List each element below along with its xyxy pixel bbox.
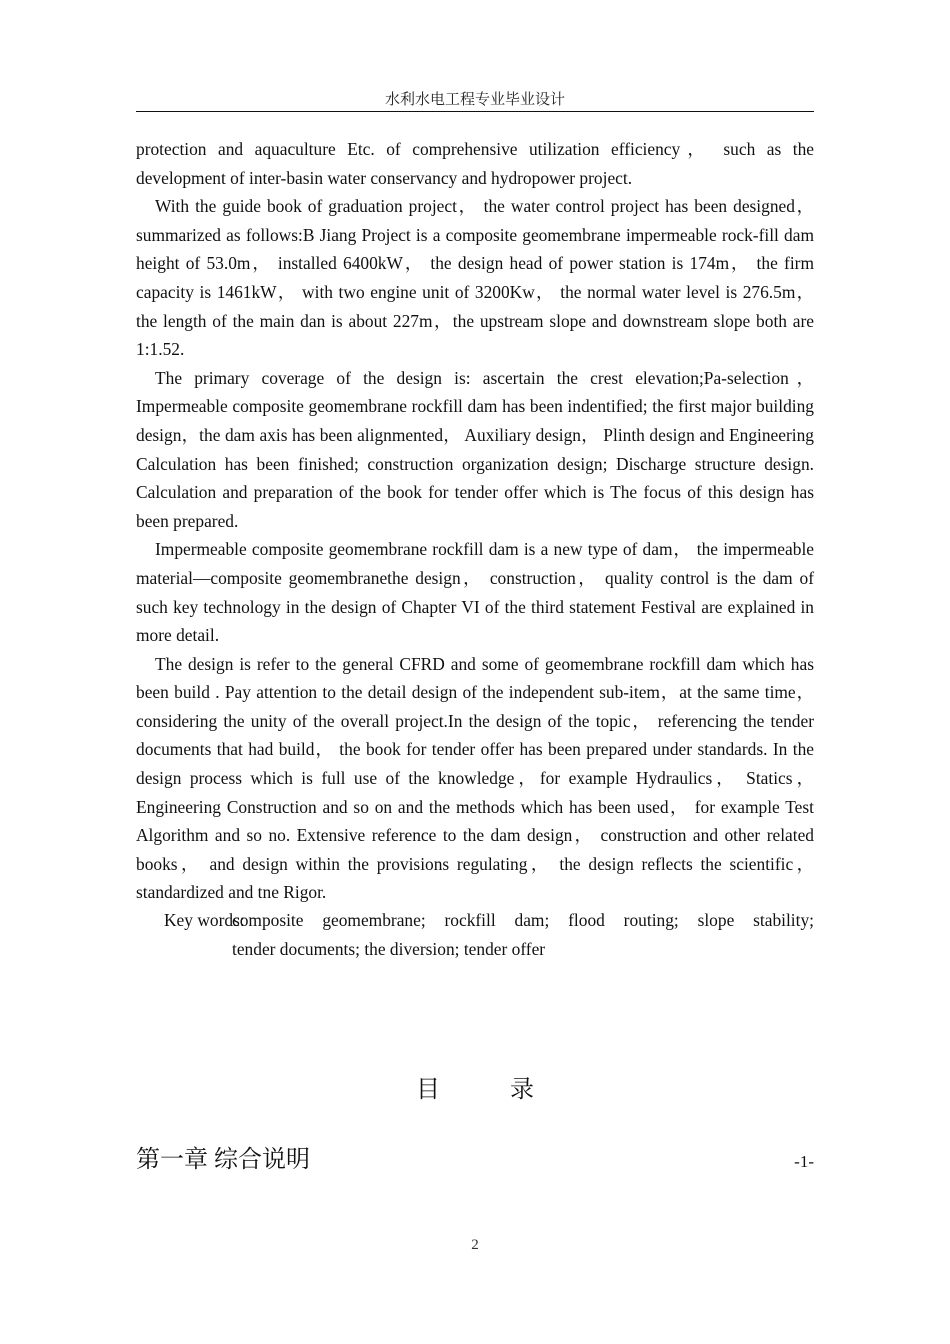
keywords-line-1: composite geomembrane; rockfill dam; flood routing; slope stability; [232,910,814,931]
abstract-paragraph-5: The design is refer to the general CFRD and some of geomembrane rockfill dam which has been build . Pay attention to the detail design of the independent sub-item，at the same time， considering the unity of the overall project.In the design of the topic， referencing the tender documents that had build， the book for tender offer has been prepared under standards. In the design process which is full use of the knowledge，for example Hydraulics， Statics， Engineering Construction and so on and the methods which has been used， for example Test Algorithm and so no. Extensive reference to the dam design， construction and other related books， and design within the provisions regulating， the design reflects the scientific，standardized and tne Rigor. [136,653,814,903]
abstract-paragraph-3: The primary coverage of the design is: ascertain the crest elevation;Pa-selection，Impermeable composite geomembrane rockfill dam has been indentified; the first major building design，the dam axis has been alignmented， Auxiliary design， Plinth design and Engineering Calculation has been finished; construction organization design; Discharge structure design. Calculation and preparation of the book for tender offer which is The focus of this design has been prepared. [136,367,814,531]
toc-entry[interactable] [136,1142,814,1178]
toc-title [136,1072,814,1108]
header-divider [136,111,814,112]
abstract-body [136,135,814,963]
toc-title-char-2: 录 [510,1077,534,1103]
abstract-paragraph-2: With the guide book of graduation project， the water control project has been designed， summarized as follows:B Jiang Project is a composite geomembrane impermeable rock-fill dam height of 53.0m， installed 6400kW， the design head of power station is 174m， the firm capacity is 1461kW， with two engine unit of 3200Kw， the normal water level is 276.5m， the length of the main dan is about 227m，the upstream slope and downstream slope both are 1:1.52. [136,196,814,360]
toc-title-char-1: 目 [416,1077,440,1103]
page-number: 2 [471,1237,479,1253]
keywords-label: Key words: [164,910,245,931]
abstract-paragraph-1: protection and aquaculture Etc. of comprehensive utilization efficiency， such as the development of inter-basin water conservancy and hydropower project. [136,139,814,188]
abstract-paragraph-4: Impermeable composite geomembrane rockfill dam is a new type of dam， the impermeable material—composite geomembranethe design， construction， quality control is the dam of such key technology in the design of Chapter VI of the third statement Festival are explained in more detail. [136,539,814,646]
page-header-title: 水利水电工程专业毕业设计 [384,92,565,108]
keywords-block [136,906,814,963]
keywords-list [204,906,814,963]
keywords-line-2: tender documents; the diversion; tender offer [232,938,546,959]
toc-entry-chapter[interactable]: 第一章 综合说明 [136,1147,310,1173]
toc-entry-page: -1- [794,1152,814,1171]
